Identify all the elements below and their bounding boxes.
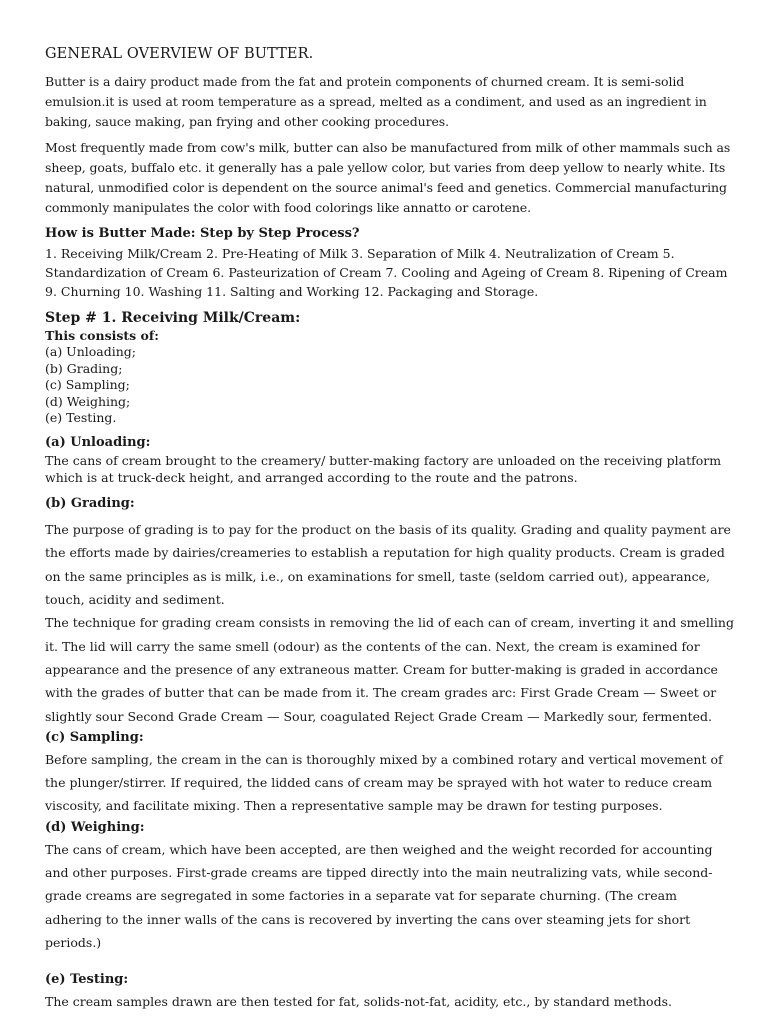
sampling-heading: (c) Sampling: xyxy=(45,729,144,745)
step1-consists-label: This consists of: xyxy=(45,328,159,343)
grading-paragraph-1: The purpose of grading is to pay for the product on the basis of its quality. Grading and quality payment are the efforts made by dairies/creameries to establish a reputation for high quality products. Cream is graded on the same principles as is milk, i.e., on examinations for smell, taste (seldom carried out), appearance, touch, acidity and sediment. xyxy=(45,522,731,608)
intro-paragraph-1: Butter is a dairy product made from the fat and protein components of churned cream. It is semi-solid emulsion.it is used at room temperature as a spread, melted as a condiment, and used as an ingredient in baking, sauce making, pan frying and other cooking procedures. xyxy=(45,74,707,129)
testing-heading: (e) Testing: xyxy=(45,972,129,988)
weighing-text: The cans of cream, which have been accepted, are then weighed and the weight recorded for accounting and other purposes. First-grade creams are tipped directly into the main neutralizing vats, while second-grade creams are segregated in some factories in a separate vat for separate churning. (The cream adhering to the inner walls of the cans is recovered by inverting the cans over steaming jets for short periods.) xyxy=(45,841,713,950)
sampling-text: Before sampling, the cream in the can is thoroughly mixed by a combined rotary and vertical movement of the plunger/stirrer. If required, the lidded cans of cream may be sprayed with hot water to reduce cream viscosity, and facilitate mixing. Then a representative sample may be drawn for testing purposes. xyxy=(45,751,723,814)
document-page xyxy=(45,44,735,1014)
step1-item: (d) Weighing; xyxy=(45,393,131,409)
document-title: GENERAL OVERVIEW OF BUTTER. xyxy=(45,46,314,62)
weighing-heading: (d) Weighing: xyxy=(45,819,145,835)
step1-item-list xyxy=(45,344,735,427)
step1-item: (c) Sampling; xyxy=(45,377,130,393)
grading-paragraph-2: The technique for grading cream consists in removing the lid of each can of cream, inverting it and smelling it. The lid will carry the same smell (odour) as the contents of the can. Next, the cream is examined for appearance and the presence of any extraneous matter. Cream for butter-making is graded in accordance with the grades of butter that can be made from it. The cream grades arc: First Grade Cream — Sweet or slightly sour Second Grade Cream — Sour, coagulated Reject Grade Cream — Markedly sour, fermented. xyxy=(45,615,734,724)
step1-heading: Step # 1. Receiving Milk/Cream: xyxy=(45,310,301,326)
unloading-text: The cans of cream brought to the creamery/ butter-making factory are unloaded on the receiving platform which is at truck-deck height, and arranged according to the route and the patrons. xyxy=(45,452,722,485)
step1-item: (a) Unloading; xyxy=(45,344,137,359)
testing-text: The cream samples drawn are then tested for fat, solids-not-fat, acidity, etc., by standard methods. xyxy=(45,994,672,1010)
process-steps-list: 1. Receiving Milk/Cream 2. Pre-Heating of Milk 3. Separation of Milk 4. Neutralization of Cream 5. Standardization of Cream 6. Pasteurization of Cream 7. Cooling and Ageing of Cream 8. Ripening of Cream 9. Churning 10. Washing 11. Salting and Working 12. Packaging and Storage. xyxy=(45,246,728,299)
intro-paragraph-2: Most frequently made from cow's milk, butter can also be manufactured from milk of other mammals such as sheep, goats, buffalo etc. it generally has a pale yellow color, but varies from deep yellow to nearly white. Its natural, unmodified color is dependent on the source animal's feed and genetics. Commercial manufacturing commonly manipulates the color with food colorings like annatto or carotene. xyxy=(45,140,731,215)
grading-heading: (b) Grading: xyxy=(45,496,135,512)
step1-item: (e) Testing. xyxy=(45,410,117,426)
unloading-heading: (a) Unloading: xyxy=(45,434,151,450)
step1-item: (b) Grading; xyxy=(45,360,123,376)
process-heading: How is Butter Made: Step by Step Process? xyxy=(45,226,360,241)
